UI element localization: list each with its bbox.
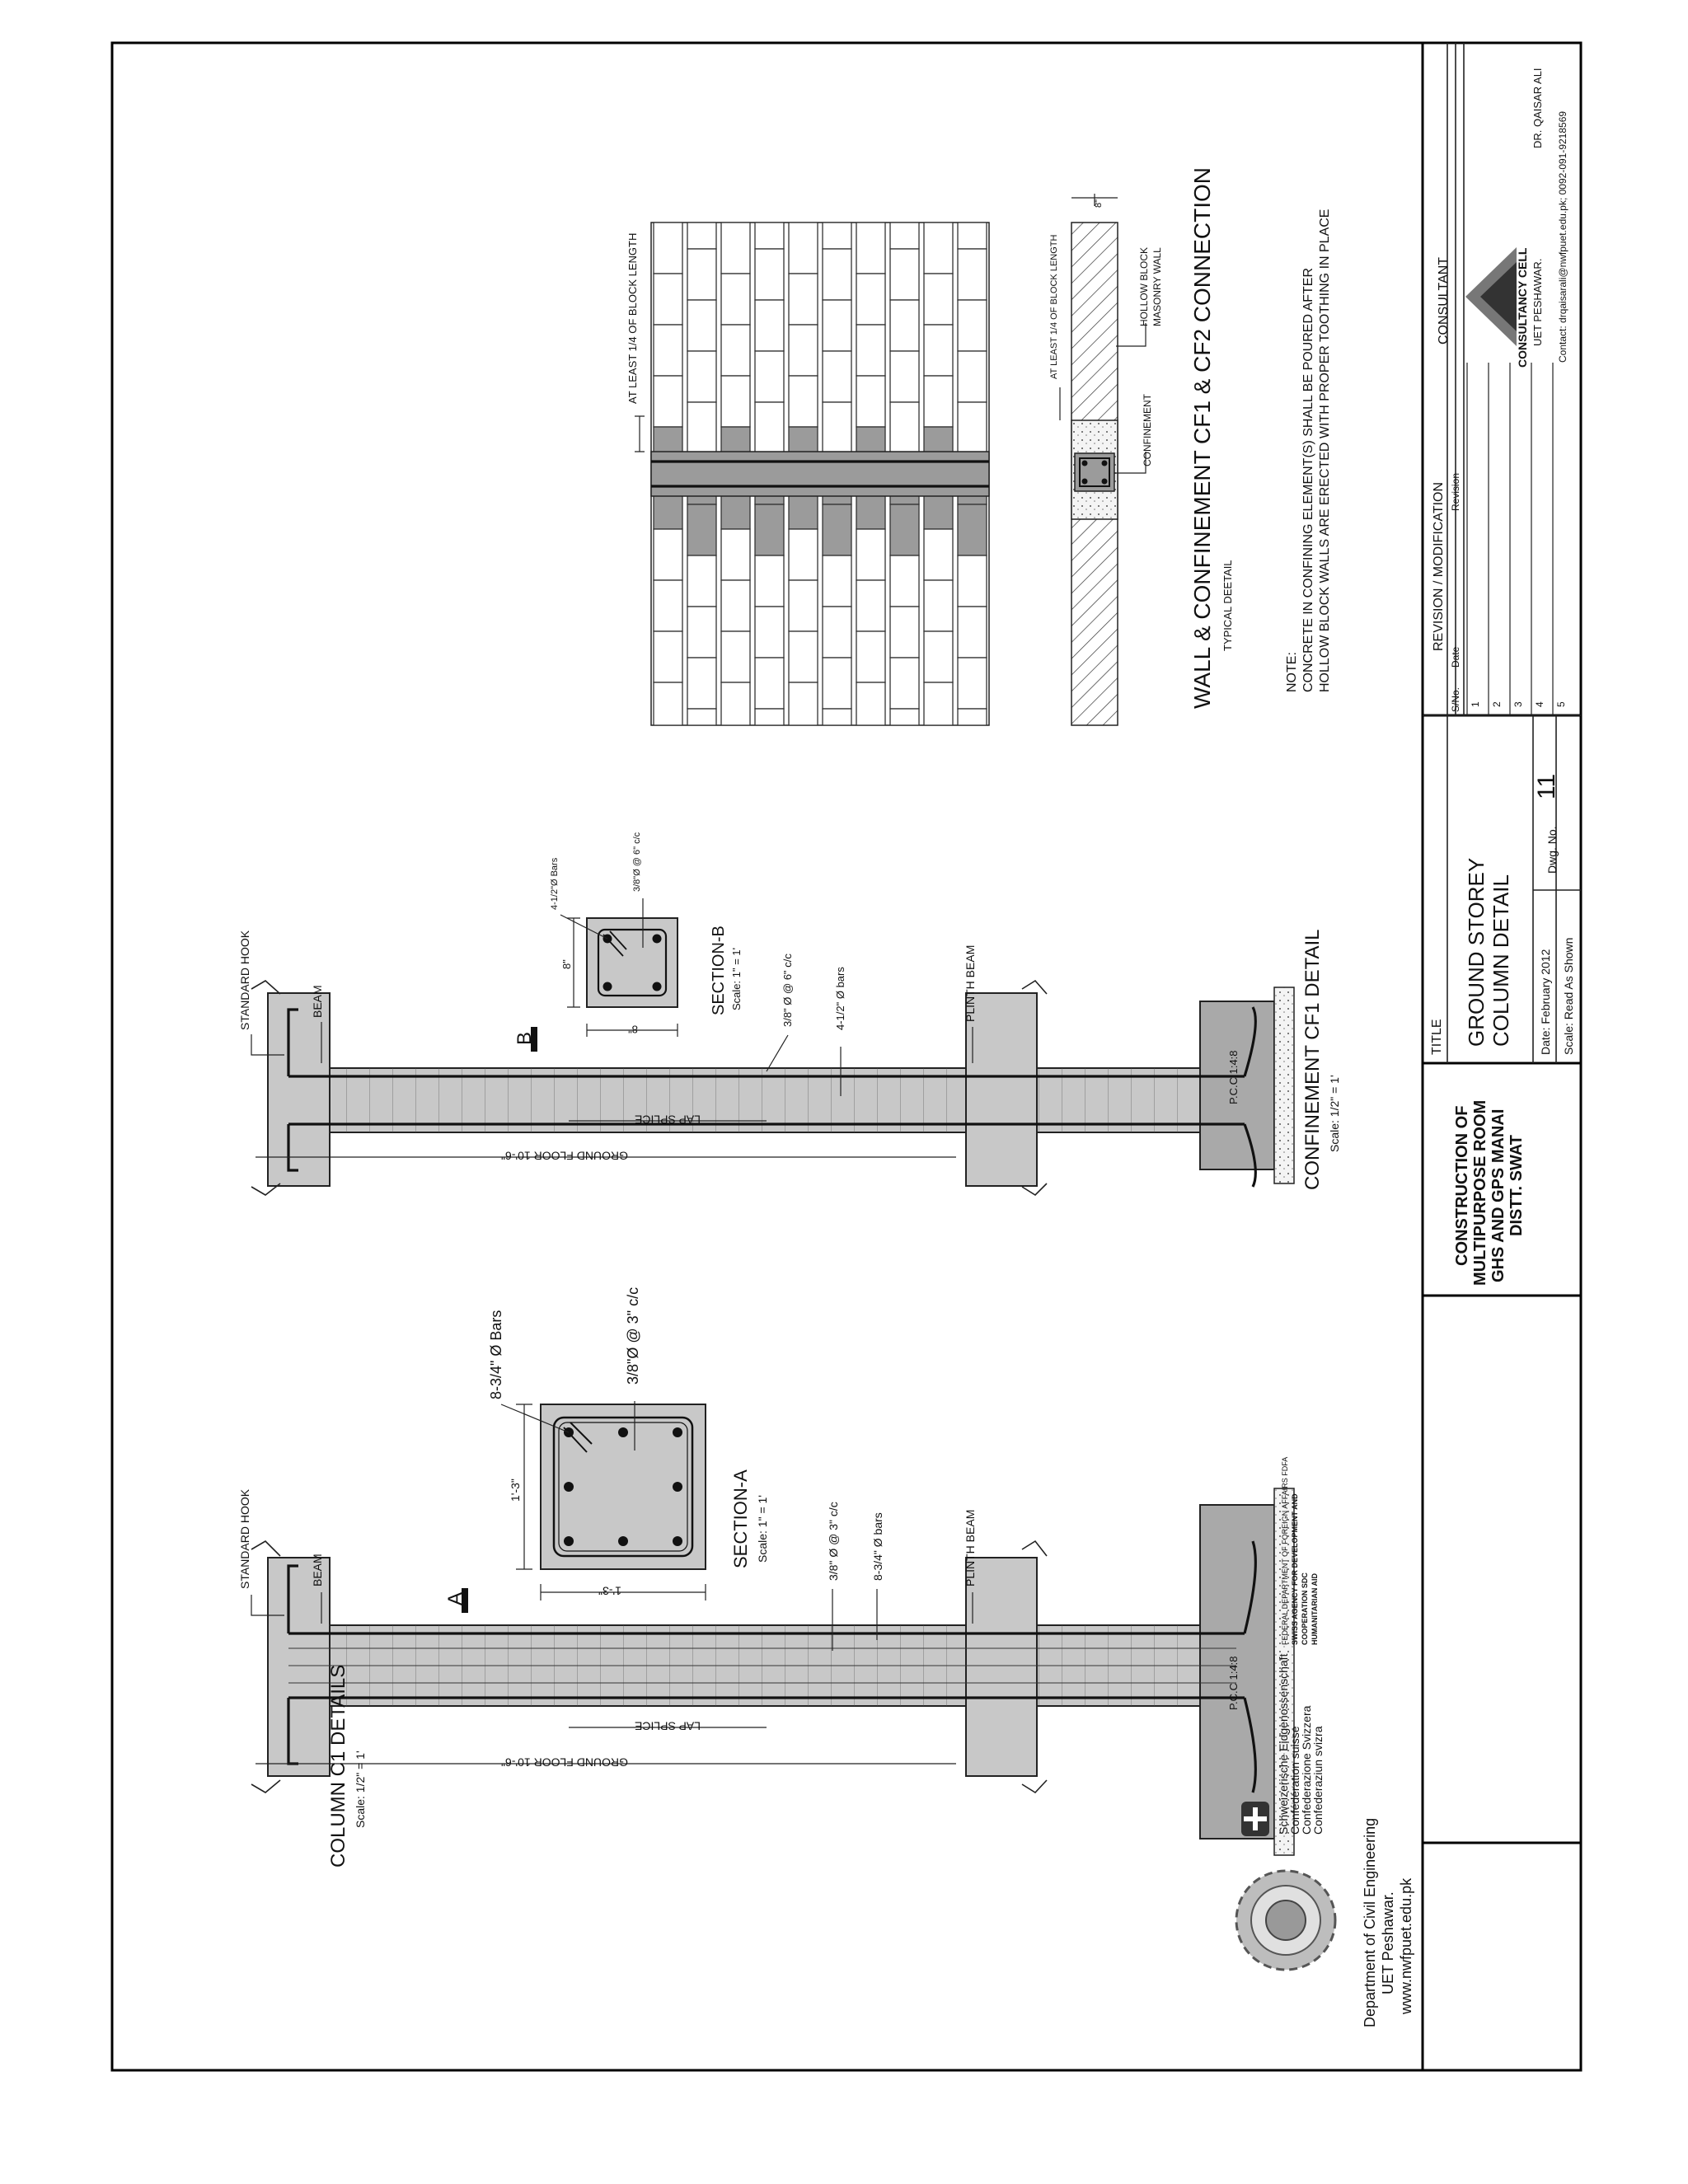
consultant-name: DR. QAISAR ALI xyxy=(1531,68,1544,148)
masonry-block xyxy=(654,376,682,427)
c1-standard-hook-label: STANDARD HOOK xyxy=(238,1488,251,1589)
masonry-block xyxy=(890,607,919,658)
section-a-dim-h: 1'-3" xyxy=(598,1584,621,1598)
masonry-block xyxy=(856,274,885,325)
masonry-block xyxy=(823,504,851,555)
section-a-scale: Scale: 1" = 1' xyxy=(756,1495,769,1563)
masonry-block xyxy=(687,504,716,555)
masonry-block xyxy=(654,682,682,725)
masonry-block xyxy=(823,658,851,709)
section-a xyxy=(541,1404,706,1569)
cf1-title: CONFINEMENT CF1 DETAIL xyxy=(1301,929,1324,1190)
masonry-block xyxy=(958,555,987,607)
consultant-label: CONSULTANT xyxy=(1437,256,1451,344)
masonry-block xyxy=(890,555,919,607)
masonry-block xyxy=(823,402,851,453)
revision-header: REVISION / MODIFICATION xyxy=(1432,481,1446,651)
cf1-elevation xyxy=(251,981,1294,1195)
column-c1-elevation xyxy=(251,1488,1294,1855)
masonry-block xyxy=(890,402,919,453)
wall-plan xyxy=(1071,223,1118,725)
c1-beam-label: BEAM xyxy=(311,1554,324,1586)
masonry-block xyxy=(958,658,987,709)
c1-bars-callout: 8-3/4" Ø bars xyxy=(871,1512,884,1581)
swiss-logo xyxy=(1241,1802,1269,1836)
revision-row-number: 4 xyxy=(1534,701,1545,707)
cf1-pcc-label: P.C.C 1:4:8 xyxy=(1227,1050,1240,1104)
consultant-uet: UET PESHAWAR. xyxy=(1531,258,1544,346)
uet-logo xyxy=(1236,1871,1335,1970)
masonry-block xyxy=(823,555,851,607)
section-a-dim-v: 1'-3" xyxy=(509,1479,522,1502)
masonry-block xyxy=(856,325,885,376)
section-a-ties-callout: 3/8"Ø @ 3" c/c xyxy=(625,1286,641,1385)
wall-masonry-wall-label: MASONRY WALL xyxy=(1151,247,1163,326)
masonry-block xyxy=(823,249,851,300)
masonry-block xyxy=(721,376,750,427)
masonry-block xyxy=(789,631,818,682)
wall-note-head: NOTE: xyxy=(1285,652,1299,692)
masonry-block xyxy=(789,682,818,725)
consultant-contact: Contact: drqaisarali@nwfpuet.edu.pk; 0092-091-9218569 xyxy=(1557,110,1568,363)
cf1-scale: Scale: 1/2" = 1' xyxy=(1328,1075,1341,1152)
masonry-block xyxy=(924,682,953,725)
masonry-block xyxy=(924,274,953,325)
revision-row-number: 5 xyxy=(1555,701,1567,707)
masonry-block xyxy=(654,325,682,376)
dept-line-1: Department of Civil Engineering xyxy=(1362,1817,1378,2027)
masonry-block xyxy=(755,607,784,658)
wall-subtitle: TYPICAL DEETAIL xyxy=(1221,560,1234,651)
swiss-right-1: FEDERAL DEPARTMENT OF FOREIGN AFFAIRS FDFA xyxy=(1281,1456,1289,1645)
masonry-block xyxy=(654,274,682,325)
c1-title: COLUMN C1 DETAILS xyxy=(327,1664,349,1868)
masonry-block xyxy=(755,555,784,607)
masonry-block xyxy=(789,325,818,376)
section-b-scale: Scale: 1" = 1' xyxy=(730,947,743,1010)
masonry-block xyxy=(687,607,716,658)
masonry-block xyxy=(856,223,885,274)
masonry-block xyxy=(823,351,851,402)
masonry-block xyxy=(924,529,953,580)
revision-row-number: 1 xyxy=(1470,701,1481,707)
project-line-2: MULTIPURPOSE ROOM xyxy=(1471,1099,1489,1286)
c1-ground-floor-dim: GROUND FLOOR 10'-6" xyxy=(501,1755,628,1769)
dwg-no-label: Dwg. No. xyxy=(1545,826,1559,874)
c1-scale: Scale: 1/2" = 1' xyxy=(354,1750,367,1828)
cf1-lap-splice-dim: LAP SPLICE xyxy=(635,1113,701,1127)
wall-toothing-note-plan: AT LEAST 1/4 OF BLOCK LENGTH xyxy=(1049,234,1059,379)
wall-note-line-1: CONCRETE IN CONFINING ELEMENT(S) SHALL BE POURED AFTER xyxy=(1301,267,1315,692)
masonry-block xyxy=(789,529,818,580)
cf1-bars-callout: 4-1/2" Ø bars xyxy=(834,967,846,1030)
cf1-plinth-beam-label: PLINTH BEAM xyxy=(964,944,977,1022)
title-label: TITLE xyxy=(1430,1019,1444,1055)
section-b-dim-v: 8" xyxy=(560,959,573,969)
masonry-block xyxy=(687,249,716,300)
drawing-title-1: GROUND STOREY xyxy=(1464,857,1489,1047)
project-line-3: GHS AND GPS MANAI xyxy=(1489,1108,1507,1282)
masonry-block xyxy=(890,658,919,709)
masonry-block xyxy=(789,223,818,274)
masonry-block xyxy=(958,504,987,555)
masonry-block xyxy=(755,249,784,300)
masonry-block xyxy=(755,709,784,725)
rev-col-revision: Revision xyxy=(1450,472,1461,511)
masonry-block xyxy=(924,325,953,376)
section-a-title: SECTION-A xyxy=(730,1469,751,1568)
masonry-block xyxy=(755,402,784,453)
section-a-bars-callout: 8-3/4" Ø Bars xyxy=(488,1310,504,1399)
masonry-block xyxy=(823,709,851,725)
masonry-block xyxy=(890,351,919,402)
masonry-block xyxy=(755,504,784,555)
masonry-block xyxy=(687,658,716,709)
rev-col-date: Date xyxy=(1450,646,1461,668)
wall-confinement-label: CONFINEMENT xyxy=(1142,394,1153,466)
cf1-ground-floor-dim: GROUND FLOOR 10'-6" xyxy=(501,1149,628,1163)
masonry-block xyxy=(789,580,818,631)
swiss-left-2: Confédération suisse xyxy=(1288,1726,1301,1835)
masonry-block xyxy=(789,274,818,325)
c1-plinth-beam-label: PLINTH BEAM xyxy=(964,1509,977,1586)
masonry-block xyxy=(958,607,987,658)
drawing-scale: Scale: Read As Shown xyxy=(1562,937,1575,1055)
consultancy-cell: CONSULTANCY CELL xyxy=(1516,247,1529,368)
dept-line-2: UET Peshawar. xyxy=(1380,1891,1396,1994)
masonry-block xyxy=(687,402,716,453)
masonry-block xyxy=(687,223,716,249)
revision-row-number: 2 xyxy=(1491,701,1503,707)
section-b-bars-callout: 4-1/2"Ø Bars xyxy=(550,857,560,910)
revision-row-number: 3 xyxy=(1512,701,1524,707)
section-b-ties-callout: 3/8"Ø @ 6" c/c xyxy=(632,832,642,892)
masonry-block xyxy=(924,376,953,427)
cf1-standard-hook-label: STANDARD HOOK xyxy=(238,930,251,1030)
masonry-block xyxy=(687,300,716,351)
swiss-right-2: SWISS AGENCY FOR DEVELOPMENT AND xyxy=(1291,1493,1299,1645)
masonry-block xyxy=(958,709,987,725)
wall-hollow-block-label: HOLLOW BLOCK xyxy=(1138,246,1150,326)
swiss-right-4: HUMANITARIAN AID xyxy=(1311,1573,1319,1645)
swiss-left-3: Confederazione Svizzera xyxy=(1300,1705,1313,1835)
masonry-block xyxy=(721,529,750,580)
masonry-block xyxy=(755,658,784,709)
masonry-block xyxy=(856,529,885,580)
masonry-block xyxy=(789,376,818,427)
dept-line-3: www.nwfpuet.edu.pk xyxy=(1398,1877,1414,2014)
wall-note-line-2: HOLLOW BLOCK WALLS ARE ERECTED WITH PROPER TOOTHING IN PLACE xyxy=(1318,209,1332,692)
c1-lap-splice-dim: LAP SPLICE xyxy=(635,1719,701,1733)
cf1-beam-label: BEAM xyxy=(311,985,324,1018)
masonry-block xyxy=(958,351,987,402)
masonry-block xyxy=(856,580,885,631)
section-b-title: SECTION-B xyxy=(710,926,728,1015)
wall-dim-8: 8" xyxy=(1094,199,1104,208)
cf1-ties-callout: 3/8" Ø @ 6" c/c xyxy=(781,954,794,1027)
masonry-block xyxy=(890,249,919,300)
masonry-block xyxy=(721,274,750,325)
masonry-block xyxy=(856,682,885,725)
masonry-block xyxy=(823,223,851,249)
dwg-no-value: 11 xyxy=(1533,773,1560,799)
project-line-4: DISTT. SWAT xyxy=(1507,1135,1526,1236)
masonry-block xyxy=(958,223,987,249)
masonry-block xyxy=(721,223,750,274)
masonry-block xyxy=(958,249,987,300)
drawing-date: Date: February 2012 xyxy=(1539,949,1552,1055)
masonry-block xyxy=(654,580,682,631)
masonry-block xyxy=(890,504,919,555)
masonry-block xyxy=(856,631,885,682)
masonry-block xyxy=(721,580,750,631)
wall-title: WALL & CONFINEMENT CF1 & CF2 CONNECTION xyxy=(1189,166,1215,709)
drawing-title-2: COLUMN DETAIL xyxy=(1489,874,1513,1047)
c1-ties-callout: 3/8" Ø @ 3" c/c xyxy=(827,1502,840,1581)
masonry-block xyxy=(958,300,987,351)
masonry-block xyxy=(823,607,851,658)
masonry-block xyxy=(721,631,750,682)
masonry-block xyxy=(924,223,953,274)
masonry-block xyxy=(755,351,784,402)
masonry-block xyxy=(958,402,987,453)
masonry-block xyxy=(924,631,953,682)
masonry-block xyxy=(755,223,784,249)
masonry-block xyxy=(823,300,851,351)
masonry-block xyxy=(924,580,953,631)
masonry-block xyxy=(654,223,682,274)
project-line-1: CONSTRUCTION OF xyxy=(1453,1105,1471,1266)
masonry-block xyxy=(654,529,682,580)
swiss-left-1: Schweizerische Eidgenossenschaft xyxy=(1277,1653,1290,1835)
masonry-block xyxy=(654,631,682,682)
section-b xyxy=(587,918,678,1007)
swiss-left-4: Confederaziun svizra xyxy=(1311,1726,1325,1835)
masonry-block xyxy=(687,555,716,607)
swiss-right-3: COOPERATION SDC xyxy=(1301,1572,1309,1645)
consultancy-logo xyxy=(1465,247,1517,346)
c1-pcc-label: P.C.C 1:4:8 xyxy=(1227,1656,1240,1710)
section-b-dim-h: 8" xyxy=(628,1023,638,1036)
c1-section-mark: A xyxy=(444,1591,467,1605)
masonry-block xyxy=(687,709,716,725)
masonry-block xyxy=(856,376,885,427)
masonry-block xyxy=(890,223,919,249)
rev-col-sno: S/No. xyxy=(1450,687,1461,712)
masonry-block xyxy=(890,709,919,725)
wall-toothing-note: AT LEAST 1/4 OF BLOCK LENGTH xyxy=(626,232,639,404)
wall-elevation xyxy=(651,223,989,725)
masonry-block xyxy=(721,325,750,376)
cf1-section-mark: B xyxy=(513,1031,536,1045)
masonry-block xyxy=(687,351,716,402)
masonry-block xyxy=(721,682,750,725)
masonry-block xyxy=(890,300,919,351)
masonry-block xyxy=(755,300,784,351)
